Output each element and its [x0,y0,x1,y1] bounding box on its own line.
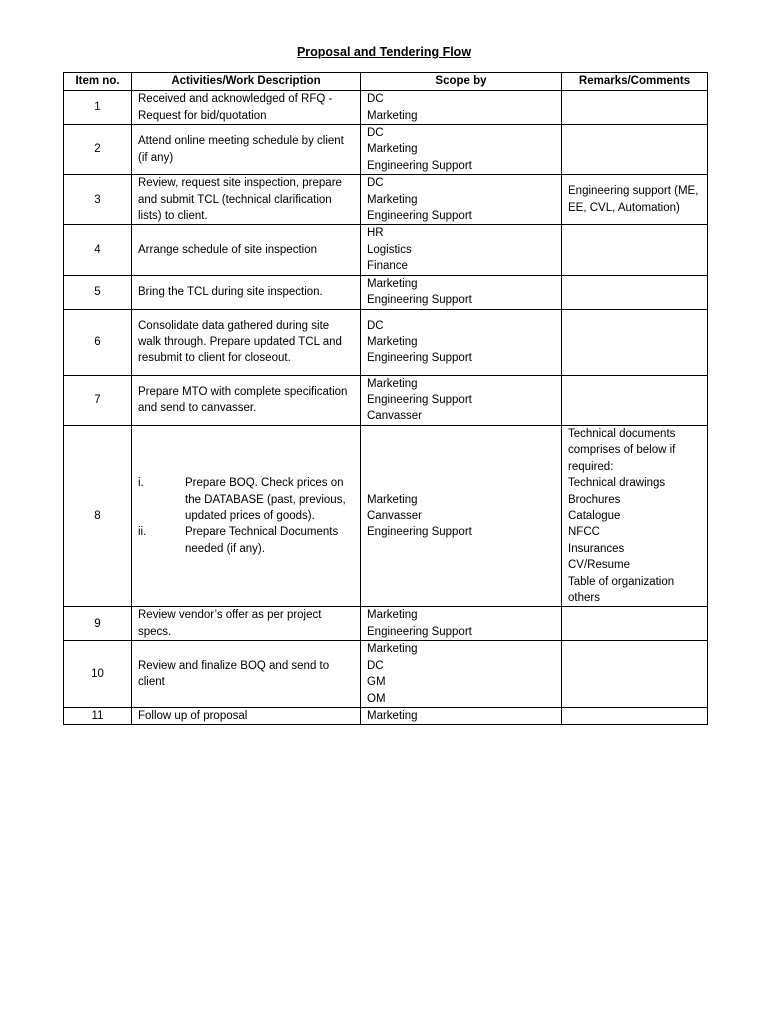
table-row [64,607,708,641]
header-scope: Scope by [361,73,562,91]
remarks-cell [562,275,708,309]
remarks-cell: Engineering support (ME, EE, CVL, Automation) [562,175,708,225]
table-row [64,375,708,425]
remarks-cell [562,707,708,724]
item-number: 10 [64,641,132,708]
table-row [64,707,708,724]
scope-cell: Marketing Engineering Support Canvasser [361,375,562,425]
remarks-cell [562,607,708,641]
remarks-cell [562,309,708,375]
header-activity: Activities/Work Description [132,73,361,91]
remarks-cell [562,91,708,125]
activity-cell: Attend online meeting schedule by client (if any) [132,125,361,175]
activity-cell: Review vendor’s offer as per project specs. [132,607,361,641]
activity-cell: Review, request site inspection, prepare and submit TCL (technical clarification lists) to client. [132,175,361,225]
table-row [64,91,708,125]
header-item-no: Item no. [64,73,132,91]
remarks-cell [562,225,708,275]
item-number: 8 [64,425,132,606]
header-remarks: Remarks/Comments [562,73,708,91]
item-number: 11 [64,707,132,724]
activity-cell: Review and finalize BOQ and send to client [132,641,361,708]
remarks-cell [562,375,708,425]
table-row [64,175,708,225]
scope-cell: DC Marketing Engineering Support [361,309,562,375]
item-number: 7 [64,375,132,425]
remarks-cell: Technical documents comprises of below if required: Technical drawings Brochures Catalogue NFCC Insurances CV/Resume Table of organization others [562,425,708,606]
item-number: 3 [64,175,132,225]
item-number: 2 [64,125,132,175]
scope-cell: Marketing [361,707,562,724]
scope-cell: DC Marketing [361,91,562,125]
table-row [64,309,708,375]
table-row [64,125,708,175]
item-number: 1 [64,91,132,125]
table-row [64,225,708,275]
item-number: 5 [64,275,132,309]
activity-subitem: i. Prepare BOQ. Check prices on the DATABASE (past, previous, updated prices of goods). [138,477,346,522]
scope-cell: Marketing Canvasser Engineering Support [361,425,562,606]
scope-cell: HR Logistics Finance [361,225,562,275]
scope-cell: DC Marketing Engineering Support [361,125,562,175]
proposal-flow-table [63,72,708,725]
activity-cell: Bring the TCL during site inspection. [132,275,361,309]
table-header-row [64,73,708,91]
page-title: Proposal and Tendering Flow [296,45,472,59]
scope-cell: Marketing DC GM OM [361,641,562,708]
remarks-cell [562,125,708,175]
activity-cell: Received and acknowledged of RFQ - Request for bid/quotation [132,91,361,125]
activity-cell: Arrange schedule of site inspection [132,225,361,275]
activity-cell: Consolidate data gathered during site walk through. Prepare updated TCL and resubmit to client for closeout. [132,309,361,375]
scope-cell: Marketing Engineering Support [361,275,562,309]
scope-cell: DC Marketing Engineering Support [361,175,562,225]
activity-cell [132,425,361,606]
item-number: 9 [64,607,132,641]
scope-cell: Marketing Engineering Support [361,607,562,641]
activity-cell: Follow up of proposal [132,707,361,724]
table-row [64,641,708,708]
activity-subitem: ii. Prepare Technical Documents needed (if any). [138,526,339,555]
activity-cell: Prepare MTO with complete specification and send to canvasser. [132,375,361,425]
item-number: 4 [64,225,132,275]
table-row [64,425,708,606]
remarks-cell [562,641,708,708]
table-row [64,275,708,309]
item-number: 6 [64,309,132,375]
